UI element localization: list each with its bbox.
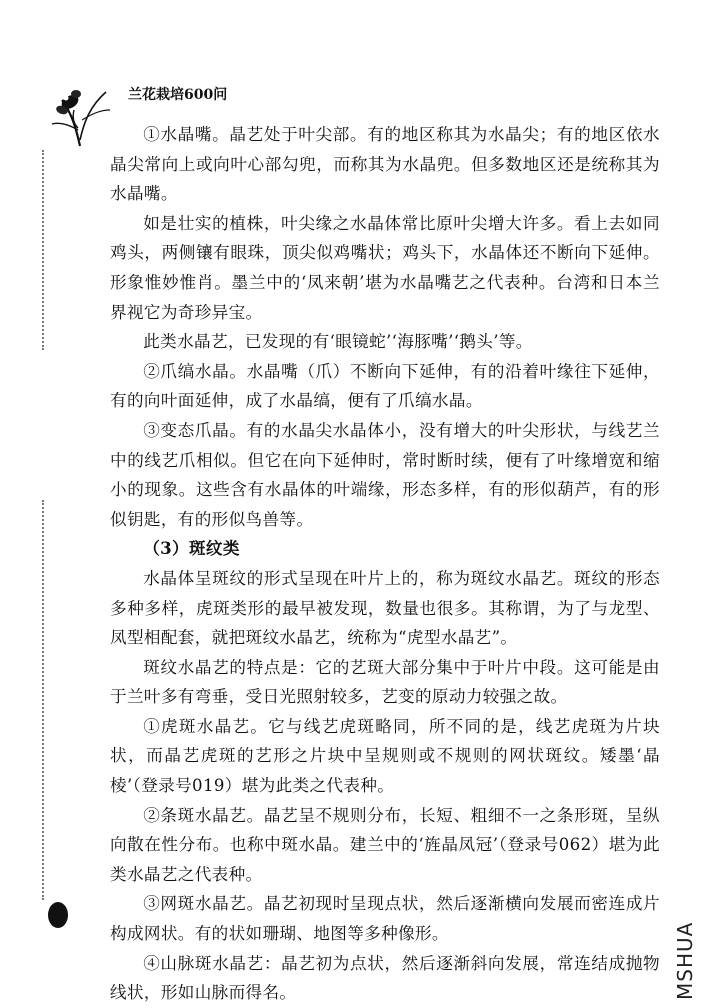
paragraph: ①虎斑水晶艺。它与线艺虎斑略同，所不同的是，线艺虎斑为片块状，而晶艺虎斑的艺形之片块中呈规则或不规则的网状斑纹。矮墨‘晶棱’（登录号019）堪为此类之代表种。 [110,716,660,796]
watermark: MSHUA [673,921,697,1000]
paragraph: 水晶体呈斑纹的形式呈现在叶片上的，称为斑纹水晶艺。斑纹的形态多种多样，虎斑类形的最早被发现，数量也很多。其称谓，为了与龙型、凤型相配套，就把斑纹水晶艺，统称为“虎型水晶艺”。 [110,568,660,648]
running-title: 兰花栽培600问 [128,87,228,103]
ink-blot [48,902,68,928]
body-text [110,120,660,1008]
paragraph: ②条斑水晶艺。晶艺呈不规则分布，长短、粗细不一之条形斑，呈纵向散在性分布。也称中斑水晶。建兰中的‘旌晶凤冠’（登录号062）堪为此类水晶艺之代表种。 [110,805,660,884]
paragraph: 此类水晶艺，已发现的有‘眼镜蛇’‘海豚嘴’‘鹅头’等。 [143,332,533,352]
paragraph: ①水晶嘴。晶艺处于叶尖部。有的地区称其为水晶尖；有的地区依水晶尖常向上或向叶心部勾兜，而称其为水晶兜。但多数地区还是统称其为水晶嘴。 [110,125,660,204]
orchid-icon [50,80,112,150]
paragraph: 如是壮实的植株，叶尖缘之水晶体常比原叶尖增大许多。看上去如同鸡头，两侧镶有眼珠，顶尖似鸡嘴状；鸡头下，水晶体还不断向下延伸。形象惟妙惟肖。墨兰中的‘凤来朝’堪为水晶嘴艺之代表种。台湾和日本兰界视它为奇珍异宝。 [110,213,660,322]
paragraph: ②爪缟水晶。水晶嘴（爪）不断向下延伸，有的沿着叶缘往下延伸，有的向叶面延伸，成了水晶缟，便有了爪缟水晶。 [110,361,660,411]
margin-guide-dots [42,150,44,350]
paragraph: ④山脉斑水晶艺：晶艺初为点状，然后逐渐斜向发展，常连结成抛物线状，形如山脉而得名。 [110,953,660,1003]
paragraph: ③变态爪晶。有的水晶尖水晶体小，没有增大的叶尖形状，与线艺兰中的线艺爪相似。但它在向下延伸时，常时断时续，便有了叶缘增宽和缩小的现象。这些含有水晶体的叶端缘，形态多样，有的形似葫芦，有的形似钥匙，有的形似鸟兽等。 [110,420,660,529]
paragraph: ③网斑水晶艺。晶艺初现时呈现点状，然后逐渐横向发展而密连成片构成网状。有的状如珊瑚、地图等多种像形。 [110,894,660,944]
margin-guide-dots [42,500,44,900]
section-heading: （3）斑纹类 [143,538,240,559]
paragraph: 斑纹水晶艺的特点是：它的艺斑大部分集中于叶片中段。这可能是由于兰叶多有弯垂，受日光照射较多，艺变的原动力较强之故。 [110,657,660,707]
